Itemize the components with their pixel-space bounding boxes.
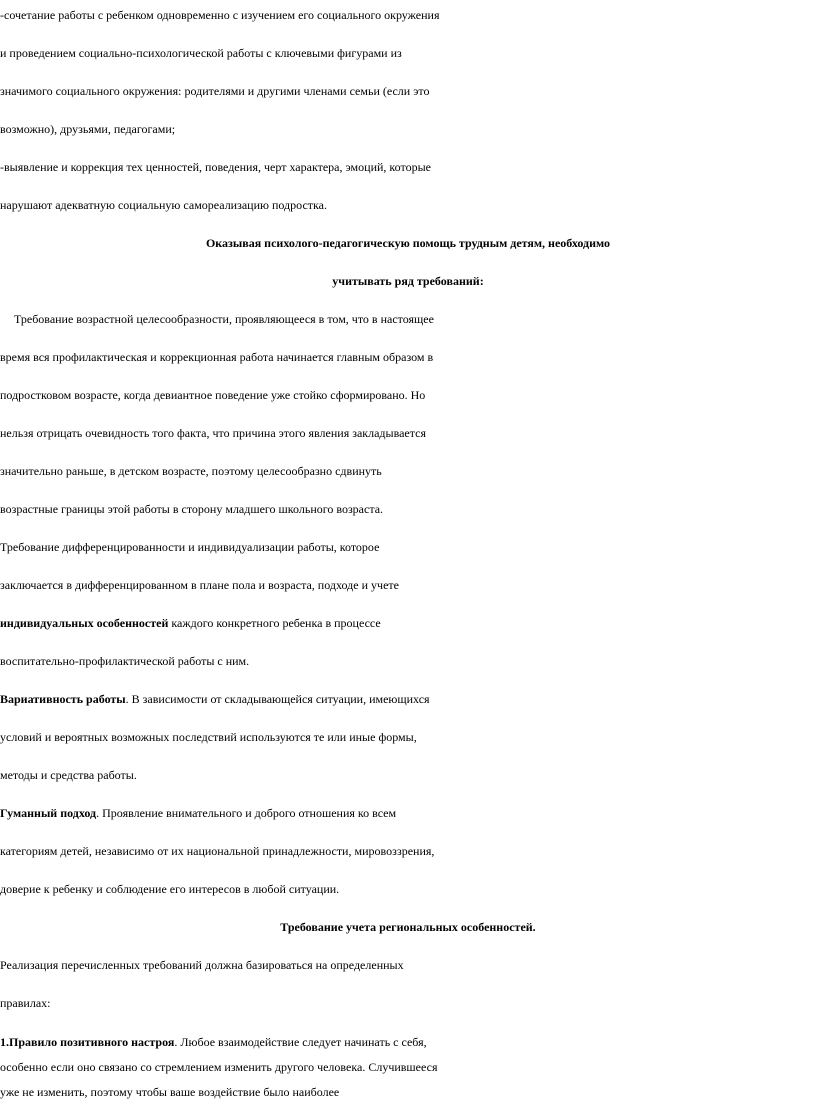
text-span: . Любое взаимодействие следует начинать с себя,: [174, 1035, 427, 1049]
text-line: Требование дифференцированности и индивидуализации работы, которое: [0, 540, 380, 554]
section-heading: учитывать ряд требований:: [332, 274, 484, 288]
text-span: . В зависимости от складывающейся ситуации, имеющихся: [125, 692, 430, 706]
text-line: [0, 610, 816, 636]
text-line: время вся профилактическая и коррекционная работа начинается главным образом в: [0, 350, 434, 364]
text-line: особенно если оно связано со стремлением изменить другого человека. Случившееся: [0, 1060, 438, 1074]
text-line: [0, 686, 816, 712]
section-heading: Оказывая психолого-педагогическую помощь трудным детям, необходимо: [205, 236, 611, 250]
text-line: воспитательно-профилактической работы с ним.: [0, 654, 250, 668]
text-line: [0, 1030, 816, 1054]
text-line: -сочетание работы с ребенком одновременно с изучением его социального окружения: [0, 8, 440, 22]
text-line: нельзя отрицать очевидность того факта, что причина этого явления закладывается: [0, 426, 426, 440]
text-line: заключается в дифференцированном в плане пола и возраста, подходе и учете: [0, 578, 399, 592]
text-line: доверие к ребенку и соблюдение его интересов в любой ситуации.: [0, 882, 340, 896]
text-line: Требование возрастной целесообразности, проявляющееся в том, что в настоящее: [14, 312, 434, 326]
emphasis-text: 1.Правило позитивного настроя: [0, 1035, 175, 1049]
emphasis-text: индивидуальных особенностей: [0, 616, 169, 630]
text-line: возможно), друзьями, педагогами;: [0, 122, 176, 136]
text-line: категориям детей, независимо от их национальной принадлежности, мировоззрения,: [0, 844, 435, 858]
text-line: [0, 800, 816, 826]
text-line: Реализация перечисленных требований должна базироваться на определенных: [0, 958, 404, 972]
text-line: значительно раньше, в детском возрасте, поэтому целесообразно сдвинуть: [0, 464, 382, 478]
text-line: возрастные границы этой работы в сторону младшего школьного возраста.: [0, 502, 384, 516]
text-line: нарушают адекватную социальную самореализацию подростка.: [0, 198, 328, 212]
text-line: условий и вероятных возможных последствий используются те или иные формы,: [0, 730, 417, 744]
text-line: -выявление и коррекция тех ценностей, поведения, черт характера, эмоций, которые: [0, 160, 431, 174]
text-line: уже не изменить, поэтому чтобы ваше воздействие было наиболее: [0, 1085, 340, 1099]
text-line: и проведением социально-психологической работы с ключевыми фигурами из: [0, 46, 402, 60]
emphasis-text: Вариативность работы: [0, 692, 126, 706]
section-heading: Требование учета региональных особенностей.: [280, 920, 536, 934]
text-span: . Проявление внимательного и доброго отношения ко всем: [96, 806, 397, 820]
text-span: каждого конкретного ребенка в процессе: [168, 616, 381, 630]
emphasis-text: Гуманный подход: [0, 806, 97, 820]
text-line: правилах:: [0, 996, 51, 1010]
text-line: подростковом возрасте, когда девиантное поведение уже стойко сформировано. Но: [0, 388, 426, 402]
text-line: значимого социального окружения: родителями и другими членами семьи (если это: [0, 84, 430, 98]
text-line: методы и средства работы.: [0, 768, 137, 782]
